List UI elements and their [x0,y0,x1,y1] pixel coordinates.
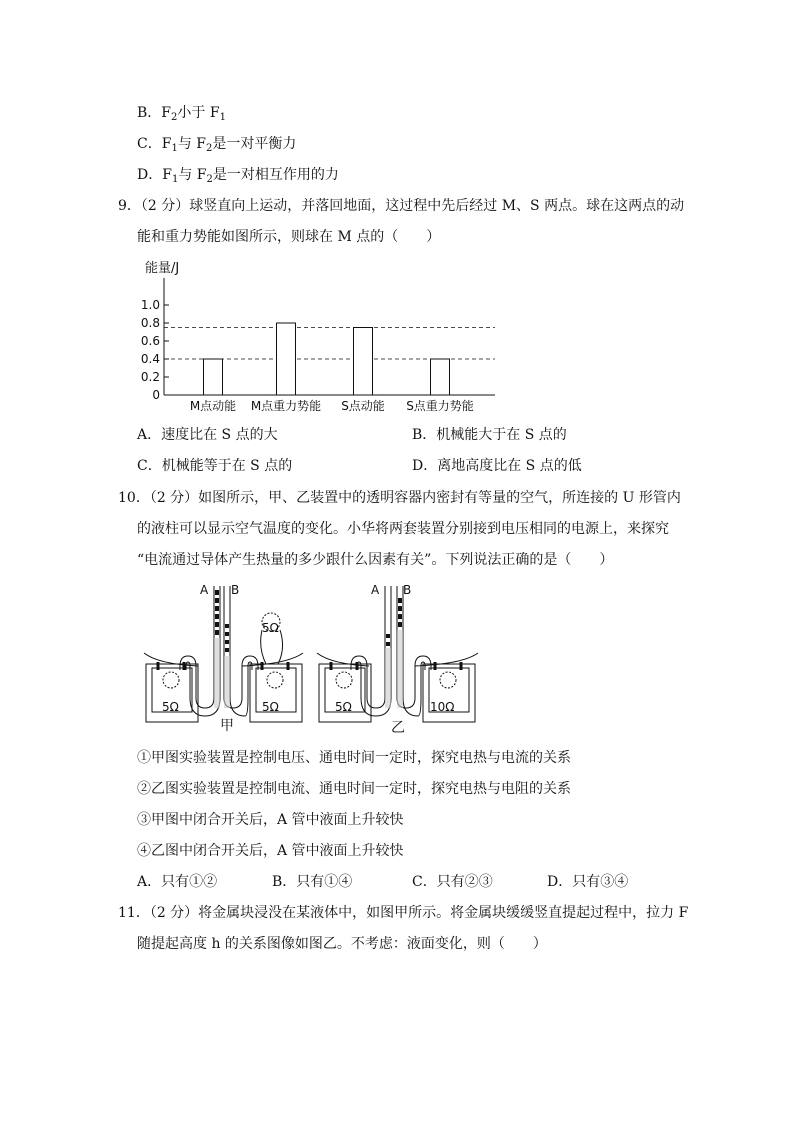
q11-stem-line1: 11．（2 分）将金属块浸没在某液体中，如图甲所示。将金属块缓缓竖直提起过程中，拉力 F [118,905,689,921]
q10-option-b: B．只有①④ [272,874,353,890]
resistor-right-label: 10Ω [430,700,455,714]
q8-option-b: B．$F_2$小于 $F_1$ [137,105,226,123]
q8-option-d: D．$F_1$与 $F_2$是一对相互作用的力 [137,167,339,185]
q10-option-c: C．只有②③ [412,874,493,890]
resistor-coil-left [163,672,179,688]
bar [277,323,296,395]
bar [354,328,373,396]
y-tick-label: 0.2 [140,370,160,384]
u-tube-left [180,586,214,708]
caption-yi: 乙 [391,720,405,736]
q10-stem-line2: 的液柱可以显示空气温度的变化。小华将两套装置分别接到电压相同的电源上，来探究 [137,521,669,537]
bar [431,359,450,395]
apparatus-yi [313,578,483,736]
resistor-right-label: 5Ω [262,700,279,714]
q9-option-b: B．机械能大于在 S 点的 [412,427,567,443]
u-tube-left [351,586,385,708]
chart-ylabel: 能量/J [145,261,180,276]
resistor-coil-right [267,672,283,688]
y-tick-label: 0.6 [140,334,160,348]
q9-stem-line1: 9．（2 分）球竖直向上运动，并落回地面，这过程中先后经过 M、S 两点。球在这两点的动 [118,198,685,214]
q10-option-d: D．只有③④ [547,874,629,890]
bar [204,359,223,395]
energy-bar-chart [130,252,510,422]
tube-label-b: B [403,583,412,597]
y-tick-label: 0.4 [140,352,160,366]
tube-label-a: A [200,583,209,597]
q10-statement-4: ④乙图中闭合开关后，A 管中液面上升较快 [137,843,404,859]
q8-option-c: C．$F_1$与 $F_2$是一对平衡力 [137,136,297,154]
q9-option-a: A．速度比在 S 点的大 [137,427,278,443]
q10-statement-2: ②乙图实验装置是控制电流、通电时间一定时，探究电热与电阻的关系 [137,781,571,797]
caption-jia: 甲 [220,718,234,734]
q10-statement-3: ③甲图中闭合开关后，A 管中液面上升较快 [137,812,404,828]
resistor-coil-left [336,672,352,688]
q9-option-d: D．离地高度比在 S 点的低 [412,458,582,474]
q10-statement-1: ①甲图实验装置是控制电压、通电时间一定时，探究电热与电流的关系 [137,750,571,766]
q10-option-a: A．只有①② [137,874,218,890]
q9-stem-line2: 能和重力势能如图所示，则球在 M 点的（ ） [137,229,441,245]
y-tick-label: 0.8 [140,316,160,330]
y-tick-label: 1.0 [140,298,160,312]
category-label: M点重力势能 [250,399,322,413]
category-label: S点动能 [341,399,385,413]
q9-option-c: C．机械能等于在 S 点的 [137,458,293,474]
apparatus-jia [138,578,308,736]
resistor-outer-label: 5Ω [262,621,279,635]
tube-label-b: B [231,583,240,597]
category-label: S点重力势能 [406,399,474,413]
category-label: M点动能 [189,399,237,413]
tube-label-a: A [371,583,380,597]
resistor-left-label: 5Ω [335,700,352,714]
q10-stem-line1: 10．（2 分）如图所示，甲、乙装置中的透明容器内密封有等量的空气，所连接的 U 形管内 [118,490,681,506]
q10-stem-line3: “电流通过导体产生热量的多少跟什么因素有关”。下列说法正确的是（ ） [137,552,614,568]
q11-stem-line2: 随提起高度 h 的关系图像如图乙。不考虑：液面变化，则（ ） [137,936,547,952]
resistor-coil-right [440,672,456,688]
resistor-left-label: 5Ω [162,700,179,714]
y-tick-label: 0 [152,388,160,402]
